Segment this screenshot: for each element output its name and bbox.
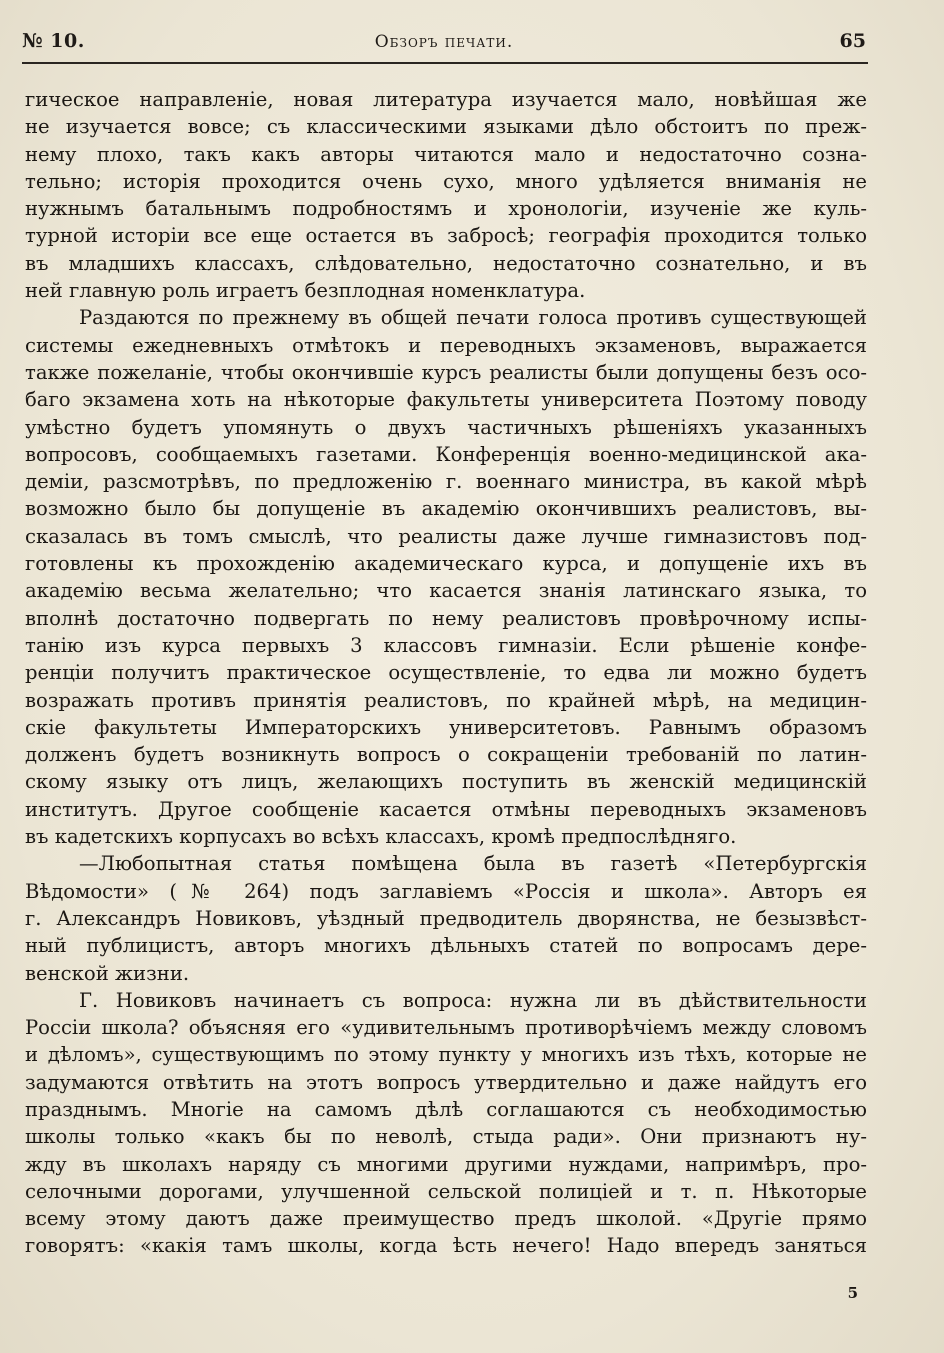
page-number: 65 <box>839 30 866 52</box>
header-rule <box>22 62 868 64</box>
text-line: ней главную роль играетъ безплодная номенклатура. <box>25 279 586 303</box>
signature-mark: 5 <box>847 1284 858 1302</box>
text-line: въ младшихъ классахъ, слѣдовательно, недостаточно сознательно, и въ <box>25 251 867 275</box>
text-line: г. Александръ Новиковъ, уѣздный предводитель дворянства, не безызвѣст- <box>25 906 867 930</box>
text-line: академію весьма желательно; что касается знанія латинскаго языка, то <box>25 579 867 603</box>
text-line: скіе факультеты Императорскихъ университетовъ. Равнымъ образомъ <box>25 715 867 739</box>
text-line: возражать противъ принятія реалистовъ, по крайней мѣрѣ, на медицин- <box>25 688 867 712</box>
text-line: нему плохо, такъ какъ авторы читаются мало и недостаточно созна- <box>25 142 867 166</box>
body-text <box>25 86 867 1260</box>
text-line: системы ежедневныхъ отмѣтокъ и переводныхъ экзаменовъ, выражается <box>25 333 867 357</box>
text-line: ный публицистъ, авторъ многихъ дѣльныхъ статей по вопросамъ дере- <box>25 934 867 958</box>
text-line: возможно было бы допущеніе въ академію окончившихъ реалистовъ, вы- <box>25 497 867 521</box>
text-line: Вѣдомости» (№ 264) подъ заглавіемъ «Россія и школа». Авторъ ея <box>25 879 867 903</box>
issue-number: № 10. <box>22 30 85 52</box>
text-line: готовлены къ прохожденію академическаго курса, и допущеніе ихъ въ <box>25 552 867 576</box>
text-line: всему этому даютъ даже преимущество предъ школой. «Другіе прямо <box>25 1207 867 1231</box>
text-line: венской жизни. <box>25 961 190 985</box>
text-line: не изучается вовсе; съ классическими языками дѣло обстоитъ по преж- <box>25 115 867 139</box>
text-line: баго экзамена хоть на нѣкоторые факультеты университета Поэтому поводу <box>25 388 867 412</box>
text-line: вопросовъ, сообщаемыхъ газетами. Конференція военно-медицинской ака- <box>25 442 867 466</box>
text-line: вполнѣ достаточно подвергать по нему реалистовъ провѣрочному испы- <box>25 606 867 630</box>
text-line: скому языку отъ лицъ, желающихъ поступить въ женскій медицинскій <box>25 770 867 794</box>
text-line: нужнымъ батальнымъ подробностямъ и хронологіи, изученіе же куль- <box>25 197 867 221</box>
text-line: жду въ школахъ наряду съ многими другими нуждами, напримѣръ, про- <box>25 1152 867 1176</box>
text-line: селочными дорогами, улучшенной сельской полиціей и т. п. Нѣкоторые <box>25 1179 867 1203</box>
text-line: тельно; исторія проходится очень сухо, много удѣляется вниманія не <box>25 169 867 193</box>
text-line: также пожеланіе, чтобы окончившіе курсъ реалисты были допущены безъ осо- <box>25 360 867 384</box>
text-line: школы только «какъ бы по неволѣ, стыда ради». Они признаютъ ну- <box>25 1125 867 1149</box>
text-line: гическое направленіе, новая литература изучается мало, новѣйшая же <box>25 88 867 111</box>
text-line: Россіи школа? объясняя его «удивительнымъ противорѣчіемъ между словомъ <box>25 1016 867 1040</box>
text-line: турной исторіи все еще остается въ забросѣ; географія проходится только <box>25 224 867 248</box>
text-line: деміи, разсмотрѣвъ, по предложенію г. военнаго министра, въ какой мѣрѣ <box>25 470 867 494</box>
text-line: въ кадетскихъ корпусахъ во всѣхъ классахъ, кромѣ предпослѣдняго. <box>25 825 737 849</box>
text-line: празднымъ. Многіе на самомъ дѣлѣ соглашаются съ необходимостью <box>25 1097 867 1121</box>
text-line: долженъ будетъ возникнуть вопросъ о сокращеніи требованій по латин- <box>25 743 867 767</box>
text-line: Г. Новиковъ начинаетъ съ вопроса: нужна ли въ дѣйствительности <box>79 988 867 1012</box>
text-line: и дѣломъ», существующимъ по этому пункту у многихъ изъ тѣхъ, которые не <box>25 1043 867 1067</box>
text-line: говорятъ: «какія тамъ школы, когда ѣсть нечего! Надо впередъ заняться <box>25 1234 867 1258</box>
running-header <box>22 30 866 60</box>
text-line: сказалась въ томъ смыслѣ, что реалисты даже лучше гимназистовъ под- <box>25 524 867 548</box>
text-line: —Любопытная статья помѣщена была въ газетѣ «Петербургскія <box>79 852 867 876</box>
text-line: задумаются отвѣтить на этотъ вопросъ утвердительно и даже найдутъ его <box>25 1070 867 1094</box>
text-line: ренціи получитъ практическое осуществленіе, то едва ли можно будетъ <box>25 661 867 685</box>
text-line: умѣстно будетъ упомянуть о двухъ частичныхъ рѣшеніяхъ указанныхъ <box>25 415 867 439</box>
text-line: танію изъ курса первыхъ 3 классовъ гимназіи. Если рѣшеніе конфе- <box>25 633 867 657</box>
text-line: институтъ. Другое сообщеніе касается отмѣны переводныхъ экзаменовъ <box>25 797 867 821</box>
section-title: Обзоръ печати. <box>374 32 514 52</box>
text-line: Раздаются по прежнему въ общей печати голоса противъ существующей <box>79 306 867 330</box>
